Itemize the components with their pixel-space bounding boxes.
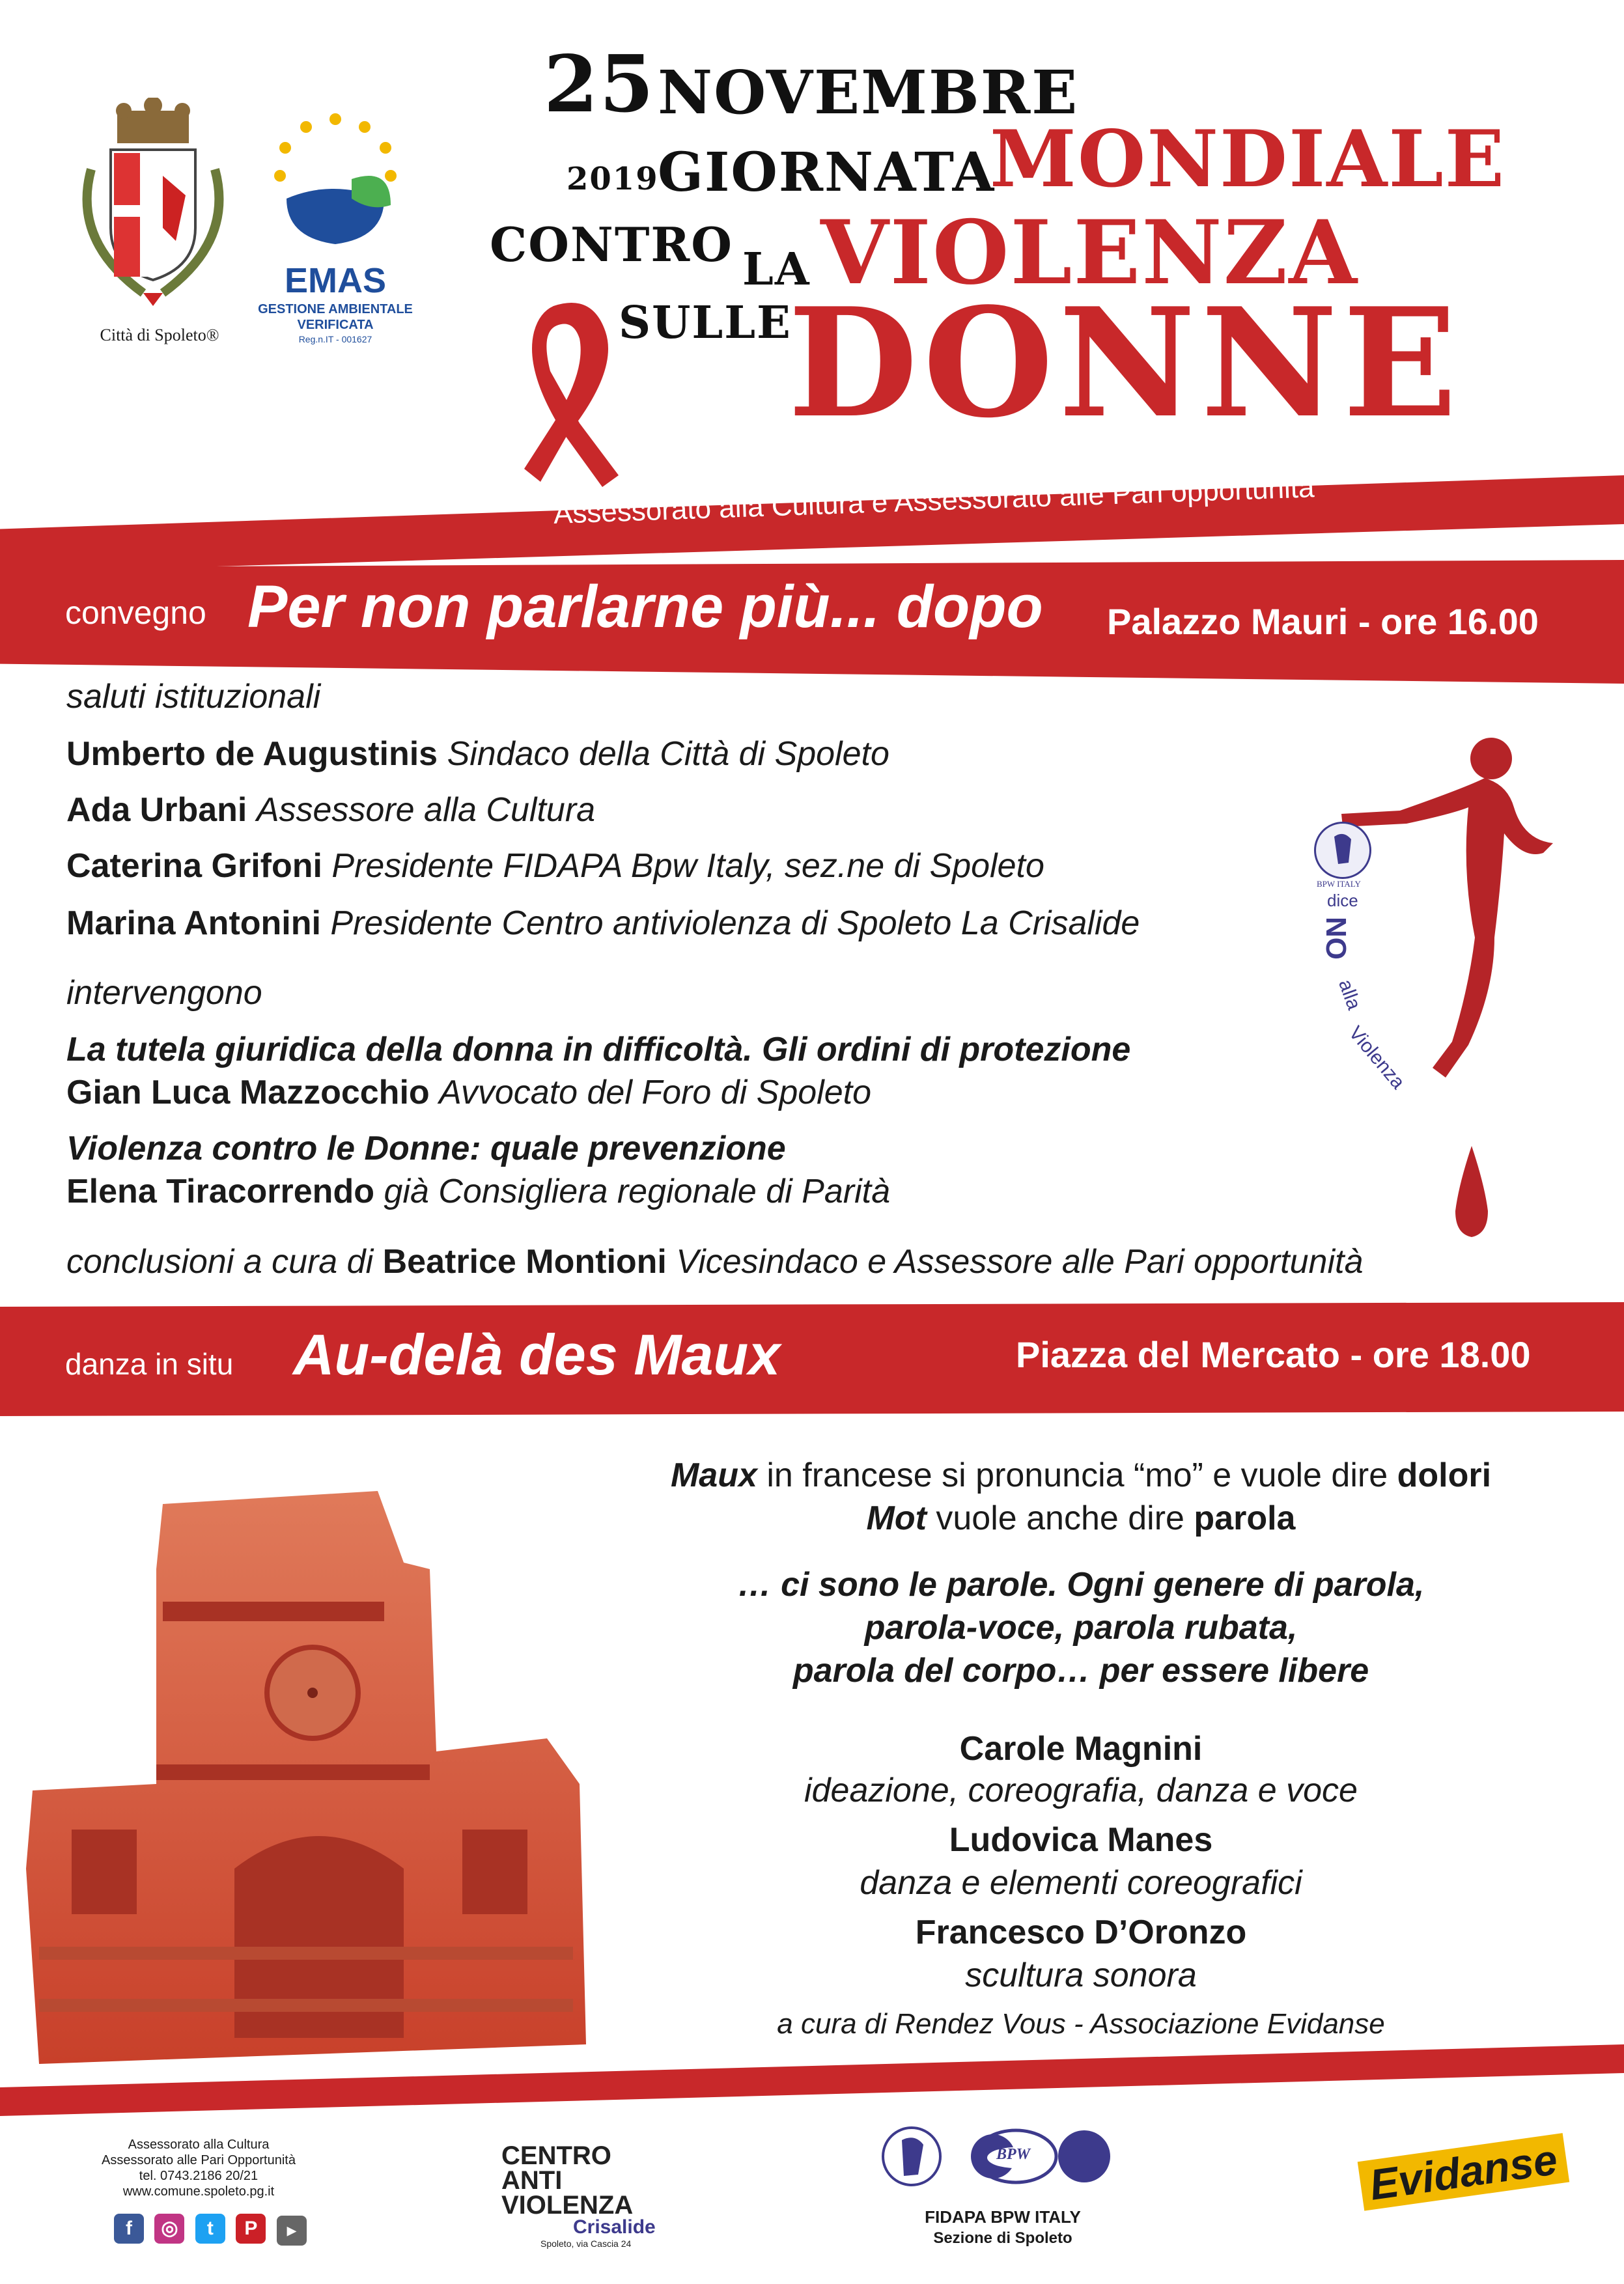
talk-1-speaker xyxy=(66,1073,871,1112)
fidapa-badge-dice: dice xyxy=(1327,891,1358,910)
cav-line-2: ANTI xyxy=(501,2166,563,2195)
twitter-icon[interactable]: t xyxy=(195,2214,225,2244)
mondiale: MONDIALE xyxy=(990,113,1506,205)
fidapa-badge-no: NO xyxy=(1320,917,1352,960)
credit-3-name: Francesco D’Oronzo xyxy=(915,1914,1247,1951)
maux-line xyxy=(625,1456,1537,1495)
speaker-name: Caterina Grifoni xyxy=(66,847,322,885)
credit-1-name: Carole Magnini xyxy=(959,1730,1203,1768)
danza-label: danza in situ xyxy=(65,1347,234,1381)
speaker-name: Ada Urbani xyxy=(66,791,247,829)
fidapa-line-1: FIDAPA BPW ITALY xyxy=(925,2207,1081,2227)
speaker-name: Gian Luca Mazzocchio xyxy=(66,1074,430,1111)
fountain-image xyxy=(13,1478,625,2070)
talk-2-speaker xyxy=(66,1172,890,1211)
convegno-place-time: Palazzo Mauri - ore 16.00 xyxy=(1107,601,1539,642)
emas-line1: GESTIONE AMBIENTALE xyxy=(258,302,413,316)
city-crest xyxy=(65,98,241,313)
speaker-role: Presidente Centro antiviolenza di Spoleto La Crisalide xyxy=(330,904,1140,942)
talk-1-title: La tutela giuridica della donna in difficoltà. Gli ordini di protezione xyxy=(66,1031,1131,1068)
convegno-title: Per non parlarne più... dopo xyxy=(247,574,1043,640)
instagram-icon[interactable]: ◎ xyxy=(154,2214,184,2244)
speaker-role: Avvocato del Foro di Spoleto xyxy=(439,1074,871,1111)
pinterest-icon[interactable]: P xyxy=(236,2214,266,2244)
curated-by: a cura di Rendez Vous - Associazione Evidanse xyxy=(777,2008,1385,2040)
conclusion xyxy=(66,1242,1363,1281)
talk-2-title: Violenza contro le Donne: quale prevenzione xyxy=(66,1130,786,1167)
speaker-1 xyxy=(66,734,889,773)
saluti-label: saluti istituzionali xyxy=(66,678,321,716)
conclusion-prefix: conclusioni a cura di xyxy=(66,1243,374,1281)
convegno-label: convegno xyxy=(65,594,206,631)
danza-title: Au-delà des Maux xyxy=(293,1322,781,1387)
date-month: NOVEMBRE xyxy=(658,57,1079,128)
intervengono-label: intervengono xyxy=(66,974,262,1012)
donne: DONNE xyxy=(788,275,1463,451)
youtube-icon[interactable]: ▶ xyxy=(277,2216,307,2246)
city-caption: Città di Spoleto® xyxy=(100,326,219,344)
footer-contact xyxy=(91,2137,306,2199)
speaker-role: Presidente FIDAPA Bpw Italy, sez.ne di Spoleto xyxy=(331,847,1044,885)
violenza: VIOLENZA xyxy=(820,201,1358,304)
speaker-name: Elena Tiracorrendo xyxy=(66,1173,374,1210)
parola-word: parola xyxy=(1194,1499,1296,1537)
credit-2-name: Ludovica Manes xyxy=(949,1821,1213,1859)
conclusion-name: Beatrice Montioni xyxy=(382,1243,667,1281)
fidapa-badge-alla: alla xyxy=(1334,977,1365,1013)
year: 2019 xyxy=(567,161,659,197)
speaker-role: Sindaco della Città di Spoleto xyxy=(447,735,889,773)
speaker-name: Marina Antonini xyxy=(66,904,321,942)
fidapa-badge-small: BPW ITALY xyxy=(1317,879,1361,889)
quote-line-2: parola-voce, parola rubata, xyxy=(864,1609,1298,1647)
speaker-role: Assessore alla Cultura xyxy=(256,791,596,829)
maux-text: in francese si pronuncia “mo” e vuole dire xyxy=(757,1456,1397,1494)
conclusion-role: Vicesindaco e Assessore alle Pari opportunità xyxy=(676,1243,1364,1281)
giornata: GIORNATA xyxy=(658,141,996,204)
facebook-icon[interactable]: f xyxy=(114,2214,144,2244)
contact-line: Assessorato alle Pari Opportunità xyxy=(102,2153,296,2167)
cav-logo xyxy=(501,2143,633,2218)
social-icons xyxy=(114,2214,315,2246)
cav-line-3: VIOLENZA xyxy=(501,2191,634,2220)
credit-2-role: danza e elementi coreografici xyxy=(860,1864,1302,1902)
speaker-role: già Consigliera regionale di Parità xyxy=(384,1173,890,1210)
speaker-4 xyxy=(66,904,1140,943)
emas-logo xyxy=(260,107,410,257)
credit-3-role: scultura sonora xyxy=(965,1957,1197,1994)
fidapa-badge-logo xyxy=(1314,822,1371,879)
dolori-word: dolori xyxy=(1397,1456,1492,1494)
quote-line-1: … ci sono le parole. Ogni genere di parola, xyxy=(737,1566,1425,1604)
contact-line: Assessorato alla Cultura xyxy=(128,2138,270,2152)
emas-name: EMAS xyxy=(284,261,386,300)
fidapa-badge-violenza: Violenza xyxy=(1344,1022,1409,1093)
contact-link[interactable]: www.comune.spoleto.pg.it xyxy=(122,2184,275,2199)
speaker-3 xyxy=(66,846,1044,885)
maux-word: Maux xyxy=(670,1456,757,1494)
mot-text: vuole anche dire xyxy=(926,1499,1194,1537)
speaker-2 xyxy=(66,790,595,829)
danza-place-time: Piazza del Mercato - ore 18.00 xyxy=(1016,1334,1531,1375)
contro: CONTRO xyxy=(490,217,733,272)
emas-line2: VERIFICATA xyxy=(297,318,374,332)
fidapa-line-2: Sezione di Spoleto xyxy=(933,2229,1072,2247)
mot-line xyxy=(625,1499,1537,1538)
sulle: SULLE xyxy=(619,297,792,349)
bpw-mark: BPW xyxy=(996,2146,1031,2163)
mot-word: Mot xyxy=(866,1499,927,1537)
cav-name: Crisalide xyxy=(573,2216,656,2238)
quote-line-3: parola del corpo… per essere libere xyxy=(792,1652,1369,1690)
contact-line: tel. 0743.2186 20/21 xyxy=(139,2169,259,2183)
organizer-text: Assessorato alla Cultura e Assessorato alle Pari opportunità xyxy=(553,471,1315,530)
date-day: 25 xyxy=(544,38,655,130)
emas-reg: Reg.n.IT - 001627 xyxy=(298,334,372,344)
red-ribbon-icon xyxy=(488,293,651,488)
cav-line-1: CENTRO xyxy=(501,2141,611,2170)
dancer-figure xyxy=(1328,729,1576,1244)
cav-address: Spoleto, via Cascia 24 xyxy=(540,2238,632,2249)
speaker-name: Umberto de Augustinis xyxy=(66,735,438,773)
la: LA xyxy=(742,244,811,296)
evidanse-logo: Evidanse xyxy=(1358,2133,1569,2210)
credit-1-role: ideazione, coreografia, danza e voce xyxy=(804,1772,1358,1809)
